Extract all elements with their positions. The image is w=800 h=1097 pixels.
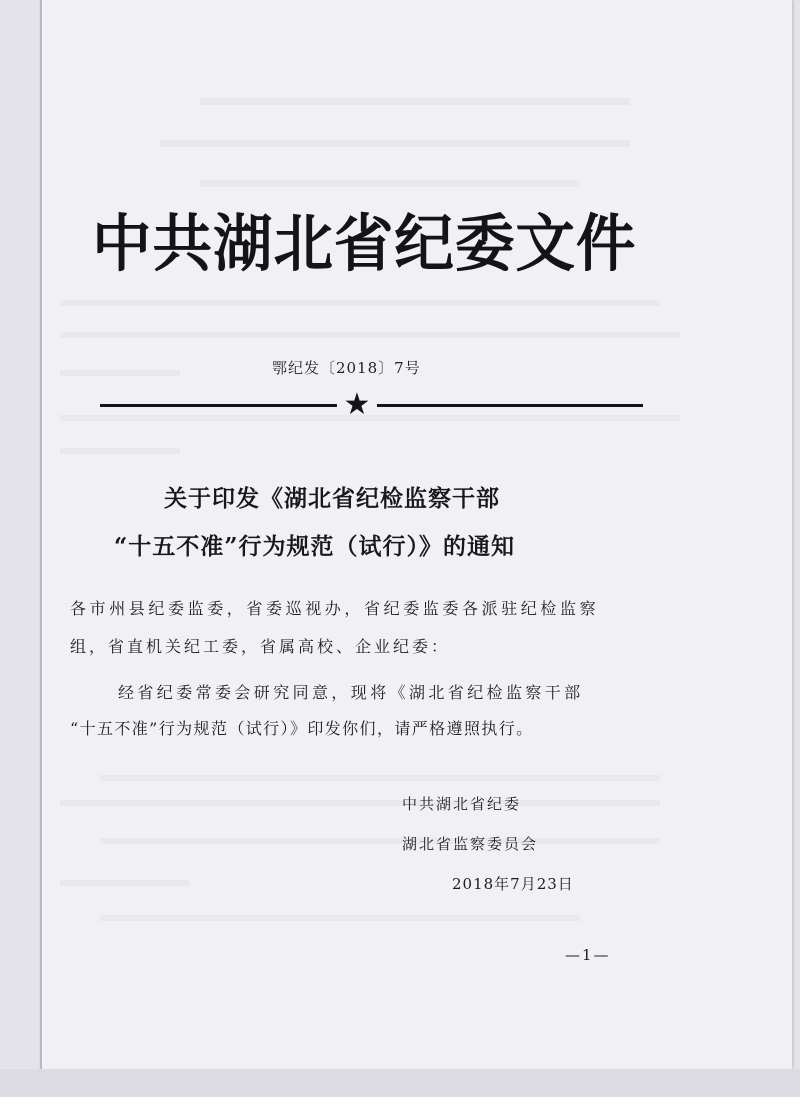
page-number: —1—: [565, 946, 611, 964]
recipients-line1: 各市州县纪委监委，省委巡视办，省纪委监委各派驻纪检监察: [70, 599, 600, 618]
recipients-line2: 组，省直机关纪工委，省属高校、企业纪委：: [70, 637, 451, 656]
page-edge: [40, 0, 42, 1069]
notice-title-line1: 关于印发《湖北省纪检监察干部: [164, 485, 500, 512]
document-title: 中共湖北省纪委文件: [92, 207, 637, 280]
red-header-rule-left: [100, 404, 337, 407]
content-line2: “十五不准”行为规范（试行）》印发你们，请严格遵照执行。: [70, 719, 534, 738]
document-number: 鄂纪发〔2018〕7号: [272, 359, 421, 377]
signature-org-2: 湖北省监察委员会: [402, 835, 539, 853]
signature-date: 2018年7月23日: [452, 875, 574, 893]
star-icon: ★: [343, 387, 371, 422]
signature-org-1: 中共湖北省纪委: [402, 795, 522, 813]
red-header-rule-right: [377, 404, 643, 407]
notice-title-line2: “十五不准”行为规范（试行）》的通知: [114, 533, 515, 560]
content-line1: 经省纪委常委会研究同意，现将《湖北省纪检监察干部: [118, 683, 584, 702]
scan-background: [0, 1069, 800, 1097]
